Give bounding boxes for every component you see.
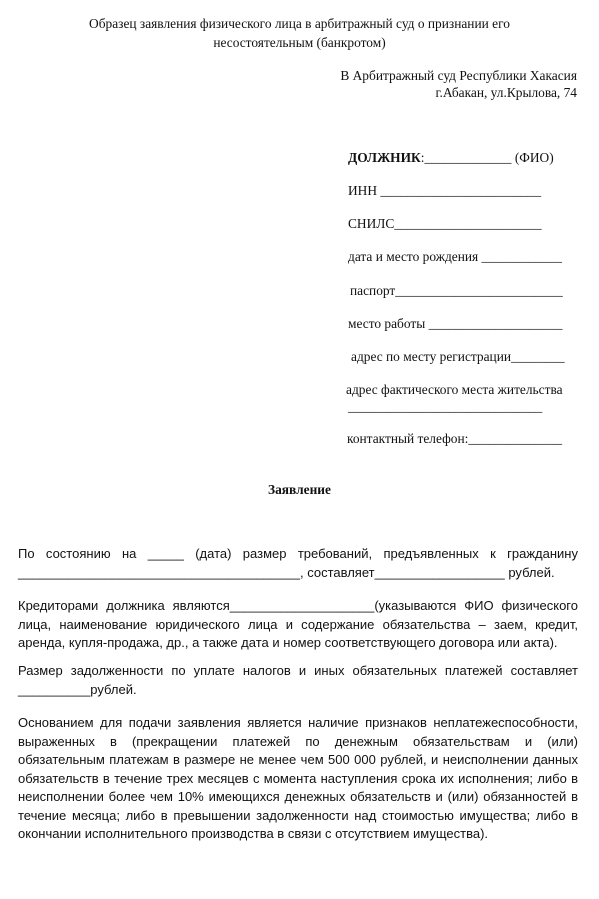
court-name: В Арбитражный суд Республики Хакасия	[340, 68, 577, 83]
inn-field: ИНН ________________________	[348, 183, 542, 198]
paragraph-line: выраженных в (прекращении платежей по денежным обязательствам и (или)	[18, 733, 578, 749]
paragraph-line: __________рублей.	[18, 681, 137, 697]
phone-field: контактный телефон:______________	[347, 431, 563, 446]
paragraph-tax-debt	[18, 662, 578, 699]
paragraph-line: обязательств в течение трех месяцев с момента наступления срока их исполнения; либо в	[18, 770, 578, 786]
statement-heading: Заявление	[268, 482, 331, 497]
paragraph-line: течение месяца; либо в превышении задолженности над стоимостью имущества; либо в	[18, 807, 578, 823]
debtor-field	[348, 150, 554, 166]
actual-address-blank: _____________________________	[348, 399, 543, 414]
paragraph-line: аренда, купля-продажа, др., а также дата и номер соответствующего договора или акта).	[18, 635, 558, 650]
passport-field: паспорт_________________________	[350, 283, 563, 298]
actual-address-field: адрес фактического места жительства	[346, 382, 563, 397]
paragraph-line: По состоянию на _____ (дата) размер требований, предъявленных к гражданину	[18, 546, 578, 561]
snils-field: СНИЛС______________________	[348, 216, 542, 231]
court-address: г.Абакан, ул.Крылова, 74	[435, 85, 577, 100]
paragraph-line: окончании исполнительного производства в связи с отсутствием имущества).	[18, 826, 489, 841]
title-line-1: Образец заявления физического лица в арбитражный суд о признании его	[89, 16, 510, 31]
paragraph-grounds	[18, 714, 578, 844]
paragraph-line: обязательным платежам в размере не менее чем 500 000 рублей, и неисполнении данных	[18, 752, 578, 767]
paragraph-claim-amount	[18, 545, 578, 582]
birth-field: дата и место рождения ____________	[348, 249, 562, 264]
paragraph-line: Кредиторами должника являются____________________(указываются ФИО физического	[18, 598, 578, 613]
paragraph-line: лица, наименование юридического лица и содержание обязательства – заем, кредит,	[18, 616, 578, 632]
title-line-2: несостоятельным (банкротом)	[213, 35, 386, 50]
debtor-name-blank: :_____________ (ФИО)	[420, 150, 554, 165]
paragraph-line: Основанием для подачи заявления является наличие признаков неплатежеспособности,	[18, 715, 578, 730]
paragraph-line: Размер задолженности по уплате налогов и иных обязательных платежей составляет	[18, 663, 578, 678]
registration-address-field: адрес по месту регистрации________	[351, 349, 565, 364]
debtor-label: ДОЛЖНИК	[348, 150, 421, 165]
court-block	[340, 67, 577, 101]
workplace-field: место работы ____________________	[348, 316, 563, 331]
document-title	[0, 14, 599, 52]
paragraph-line: _______________________________________, составляет__________________ рублей.	[18, 564, 555, 580]
paragraph-line: неисполнении более чем 10% имеющихся денежных обязательств и (или) обязанностей в	[18, 789, 578, 804]
paragraph-creditors	[18, 597, 578, 653]
